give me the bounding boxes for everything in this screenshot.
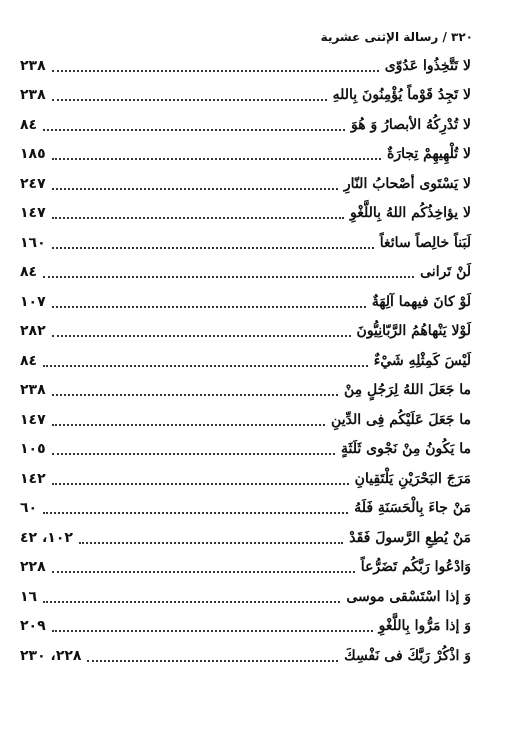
verse-text: ما جَعَلَ اللهُ لِرَجُلٍ مِنْ — [344, 382, 471, 399]
page-numbers: ٨٤ — [20, 116, 38, 133]
index-entry — [20, 51, 471, 81]
page-numbers: ١٠٧ — [20, 293, 46, 310]
page-numbers: ٢٢٨، ٢٣٠ — [20, 647, 82, 664]
verse-index-list — [20, 51, 471, 671]
index-entry — [20, 464, 471, 494]
page-numbers: ٨٤ — [20, 264, 38, 281]
index-entry — [20, 435, 471, 465]
index-entry — [20, 81, 471, 111]
verse-text: لَوْلا يَنْهاهُمُ الرَّبّانِيُّونَ — [356, 323, 471, 340]
dot-leader — [52, 188, 338, 190]
index-entry — [20, 612, 471, 642]
verse-text: وَ إذا اسْتَسْقى موسى — [346, 588, 471, 605]
verse-text: ما يَكُونُ مِنْ نَجْوى ثَلَثَةٍ — [341, 441, 471, 458]
index-entry — [20, 287, 471, 317]
dot-leader — [52, 70, 379, 72]
page-numbers: ٢٤٧ — [20, 175, 46, 192]
dot-leader — [52, 217, 344, 219]
verse-text: لا تَتَّخِذُوا عَدُوّى — [384, 57, 471, 74]
page-numbers: ١٤٧ — [20, 411, 46, 428]
dot-leader — [87, 660, 338, 662]
verse-text: مَرَجَ البَحْرَيْنِ يَلْتَقِيانِ — [354, 470, 471, 487]
index-entry — [20, 523, 471, 553]
verse-text: وَ اذْكُرْ رَبَّكَ فى نَفْسِكَ — [344, 647, 471, 664]
verse-text: لا يؤاخِذُكُم اللهُ بِاللَّغْوِ — [350, 205, 471, 222]
index-entry — [20, 376, 471, 406]
verse-text: لا تُدْرِكُهُ الأبصارُ وَ هُوَ — [351, 116, 471, 133]
index-entry — [20, 228, 471, 258]
page-numbers: ٢٨٢ — [20, 323, 46, 340]
dot-leader — [52, 306, 366, 308]
dot-leader — [52, 99, 327, 101]
page-numbers: ١٦٠ — [20, 234, 46, 251]
dot-leader — [43, 365, 368, 367]
index-entry — [20, 405, 471, 435]
verse-text: مَنْ جاءَ بِالْحَسَنَةِ فَلَهُ — [354, 500, 471, 517]
verse-text: وَ إذا مَرُّوا بِاللَّغْوِ — [378, 618, 471, 635]
index-entry — [20, 494, 471, 524]
index-entry — [20, 258, 471, 288]
verse-text: لا يَسْتَوى أصْحابُ النّارِ — [343, 175, 471, 192]
dot-leader — [52, 335, 351, 337]
index-entry — [20, 199, 471, 229]
page-numbers: ٨٤ — [20, 352, 38, 369]
dot-leader — [52, 247, 374, 249]
index-entry — [20, 169, 471, 199]
dot-leader — [52, 424, 325, 426]
index-entry — [20, 346, 471, 376]
dot-leader — [43, 129, 345, 131]
index-entry — [20, 317, 471, 347]
page-numbers: ١٤٧ — [20, 205, 46, 222]
verse-text: لَوْ كانَ فيهما آلِهَةٌ — [371, 293, 471, 310]
dot-leader — [52, 158, 381, 160]
page-numbers: ١٠٢، ٤٢ — [20, 529, 73, 546]
dot-leader — [52, 483, 349, 485]
verse-text: لَبَناً خالِصاً سائغاً — [379, 234, 471, 251]
index-entry — [20, 553, 471, 583]
dot-leader — [52, 571, 355, 573]
page-numbers: ٢٣٨ — [20, 57, 46, 74]
index-entry — [20, 582, 471, 612]
dot-leader — [43, 276, 414, 278]
index-entry — [20, 140, 471, 170]
page-numbers: ١٤٢ — [20, 470, 46, 487]
dot-leader — [43, 512, 348, 514]
index-entry — [20, 641, 471, 671]
page-numbers: ٢٣٨ — [20, 382, 46, 399]
page-numbers: ١٠٥ — [20, 441, 46, 458]
page-header: ٣٢٠ / رسالة الإثنى عشرية — [320, 30, 473, 44]
page-numbers: ٢٣٨ — [20, 87, 46, 104]
dot-leader — [52, 630, 373, 632]
verse-text: ما جَعَلَ عَلَيْكُم فِى الدِّينِ — [331, 411, 471, 428]
dot-leader — [52, 453, 335, 455]
verse-text: لَنْ تَرانى — [420, 264, 471, 281]
page-numbers: ١٨٥ — [20, 146, 46, 163]
verse-text: لا تَجِدُ قَوْماً يُؤْمِنُونَ بِاللهِ — [332, 87, 471, 104]
dot-leader — [43, 601, 340, 603]
verse-text: وَادْعُوا رَبَّكُم تَضَرُّعاً — [360, 559, 471, 576]
verse-text: لا تُلْهِيهِمْ تِجارَةٌ — [386, 146, 471, 163]
verse-text: لَيْسَ كَمِثْلِهِ شَيْءٌ — [373, 352, 471, 369]
page-numbers: ٢٠٩ — [20, 618, 46, 635]
dot-leader — [79, 542, 343, 544]
verse-text: مَنْ يُطِعِ الرَّسولَ فَقَدْ — [349, 529, 471, 546]
page-numbers: ١٦ — [20, 588, 38, 605]
index-entry — [20, 110, 471, 140]
dot-leader — [52, 394, 338, 396]
page-numbers: ٦٠ — [20, 500, 38, 517]
page-numbers: ٢٢٨ — [20, 559, 46, 576]
